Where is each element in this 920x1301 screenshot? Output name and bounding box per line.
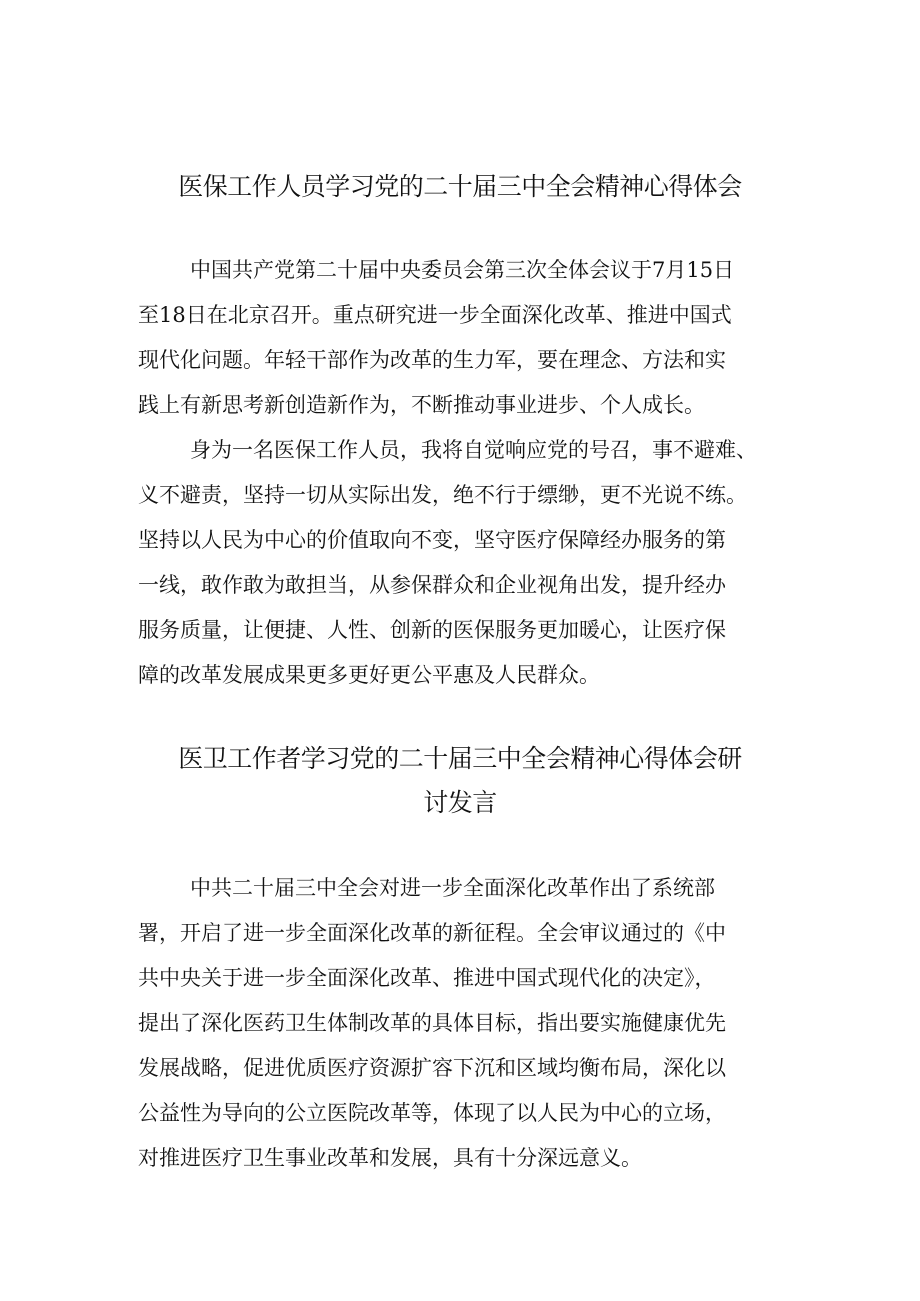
- section1-title: [0, 165, 920, 209]
- section1-paragraph1: [138, 248, 798, 428]
- text-line: 公益性为导向的公立医院改革等，体现了以人民为中心的立场，: [138, 1101, 726, 1125]
- text-line: 共中央关于进一步全面深化改革、推进中国式现代化的决定》，: [138, 966, 716, 990]
- text-line: 身为一名医保工作人员，我将自觉响应党的号召，事不避难、: [190, 438, 757, 462]
- section1-paragraph2: [138, 428, 798, 698]
- text-line: 署，开启了进一步全面深化改革的新征程。全会审议通过的《中: [138, 921, 726, 945]
- text-line: 坚持以人民为中心的价值取向不变，坚守医疗保障经办服务的第: [138, 528, 726, 552]
- section2-title: [0, 737, 920, 825]
- text-line: 至18日在北京召开。重点研究进一步全面深化改革、推进中国式: [138, 303, 732, 327]
- text-line: 障的改革发展成果更多更好更公平惠及人民群众。: [138, 663, 600, 687]
- text-line: 践上有新思考新创造新作为，不断推动事业进步、个人成长。: [138, 393, 705, 417]
- text-line: 中共二十届三中全会对进一步全面深化改革作出了系统部: [190, 876, 715, 900]
- text-line: 一线，敢作敢为敢担当，从参保群众和企业视角出发，提升经办: [138, 573, 726, 597]
- text-line: 提出了深化医药卫生体制改革的具体目标，指出要实施健康优先: [138, 1011, 726, 1035]
- text-line: 对推进医疗卫生事业改革和发展，具有十分深远意义。: [138, 1146, 642, 1170]
- text-line: 中国共产党第二十届中央委员会第三次全体会议于7月15日: [190, 258, 735, 282]
- section1-title-text: 医保工作人员学习党的二十届三中全会精神心得体会: [178, 172, 742, 201]
- section2-title-line: 讨发言: [423, 788, 497, 817]
- section2-paragraph1: [138, 866, 798, 1181]
- text-line: 现代化问题。年轻干部作为改革的生力军，要在理念、方法和实: [138, 348, 726, 372]
- text-line: 义不避责，坚持一切从实际出发，绝不行于缥缈，更不光说不练。: [138, 483, 747, 507]
- section2-title-line: 医卫工作者学习党的二十届三中全会精神心得体会研: [178, 744, 742, 773]
- text-line: 服务质量，让便捷、人性、创新的医保服务更加暖心，让医疗保: [138, 618, 726, 642]
- text-line: 发展战略，促进优质医疗资源扩容下沉和区域均衡布局，深化以: [138, 1056, 726, 1080]
